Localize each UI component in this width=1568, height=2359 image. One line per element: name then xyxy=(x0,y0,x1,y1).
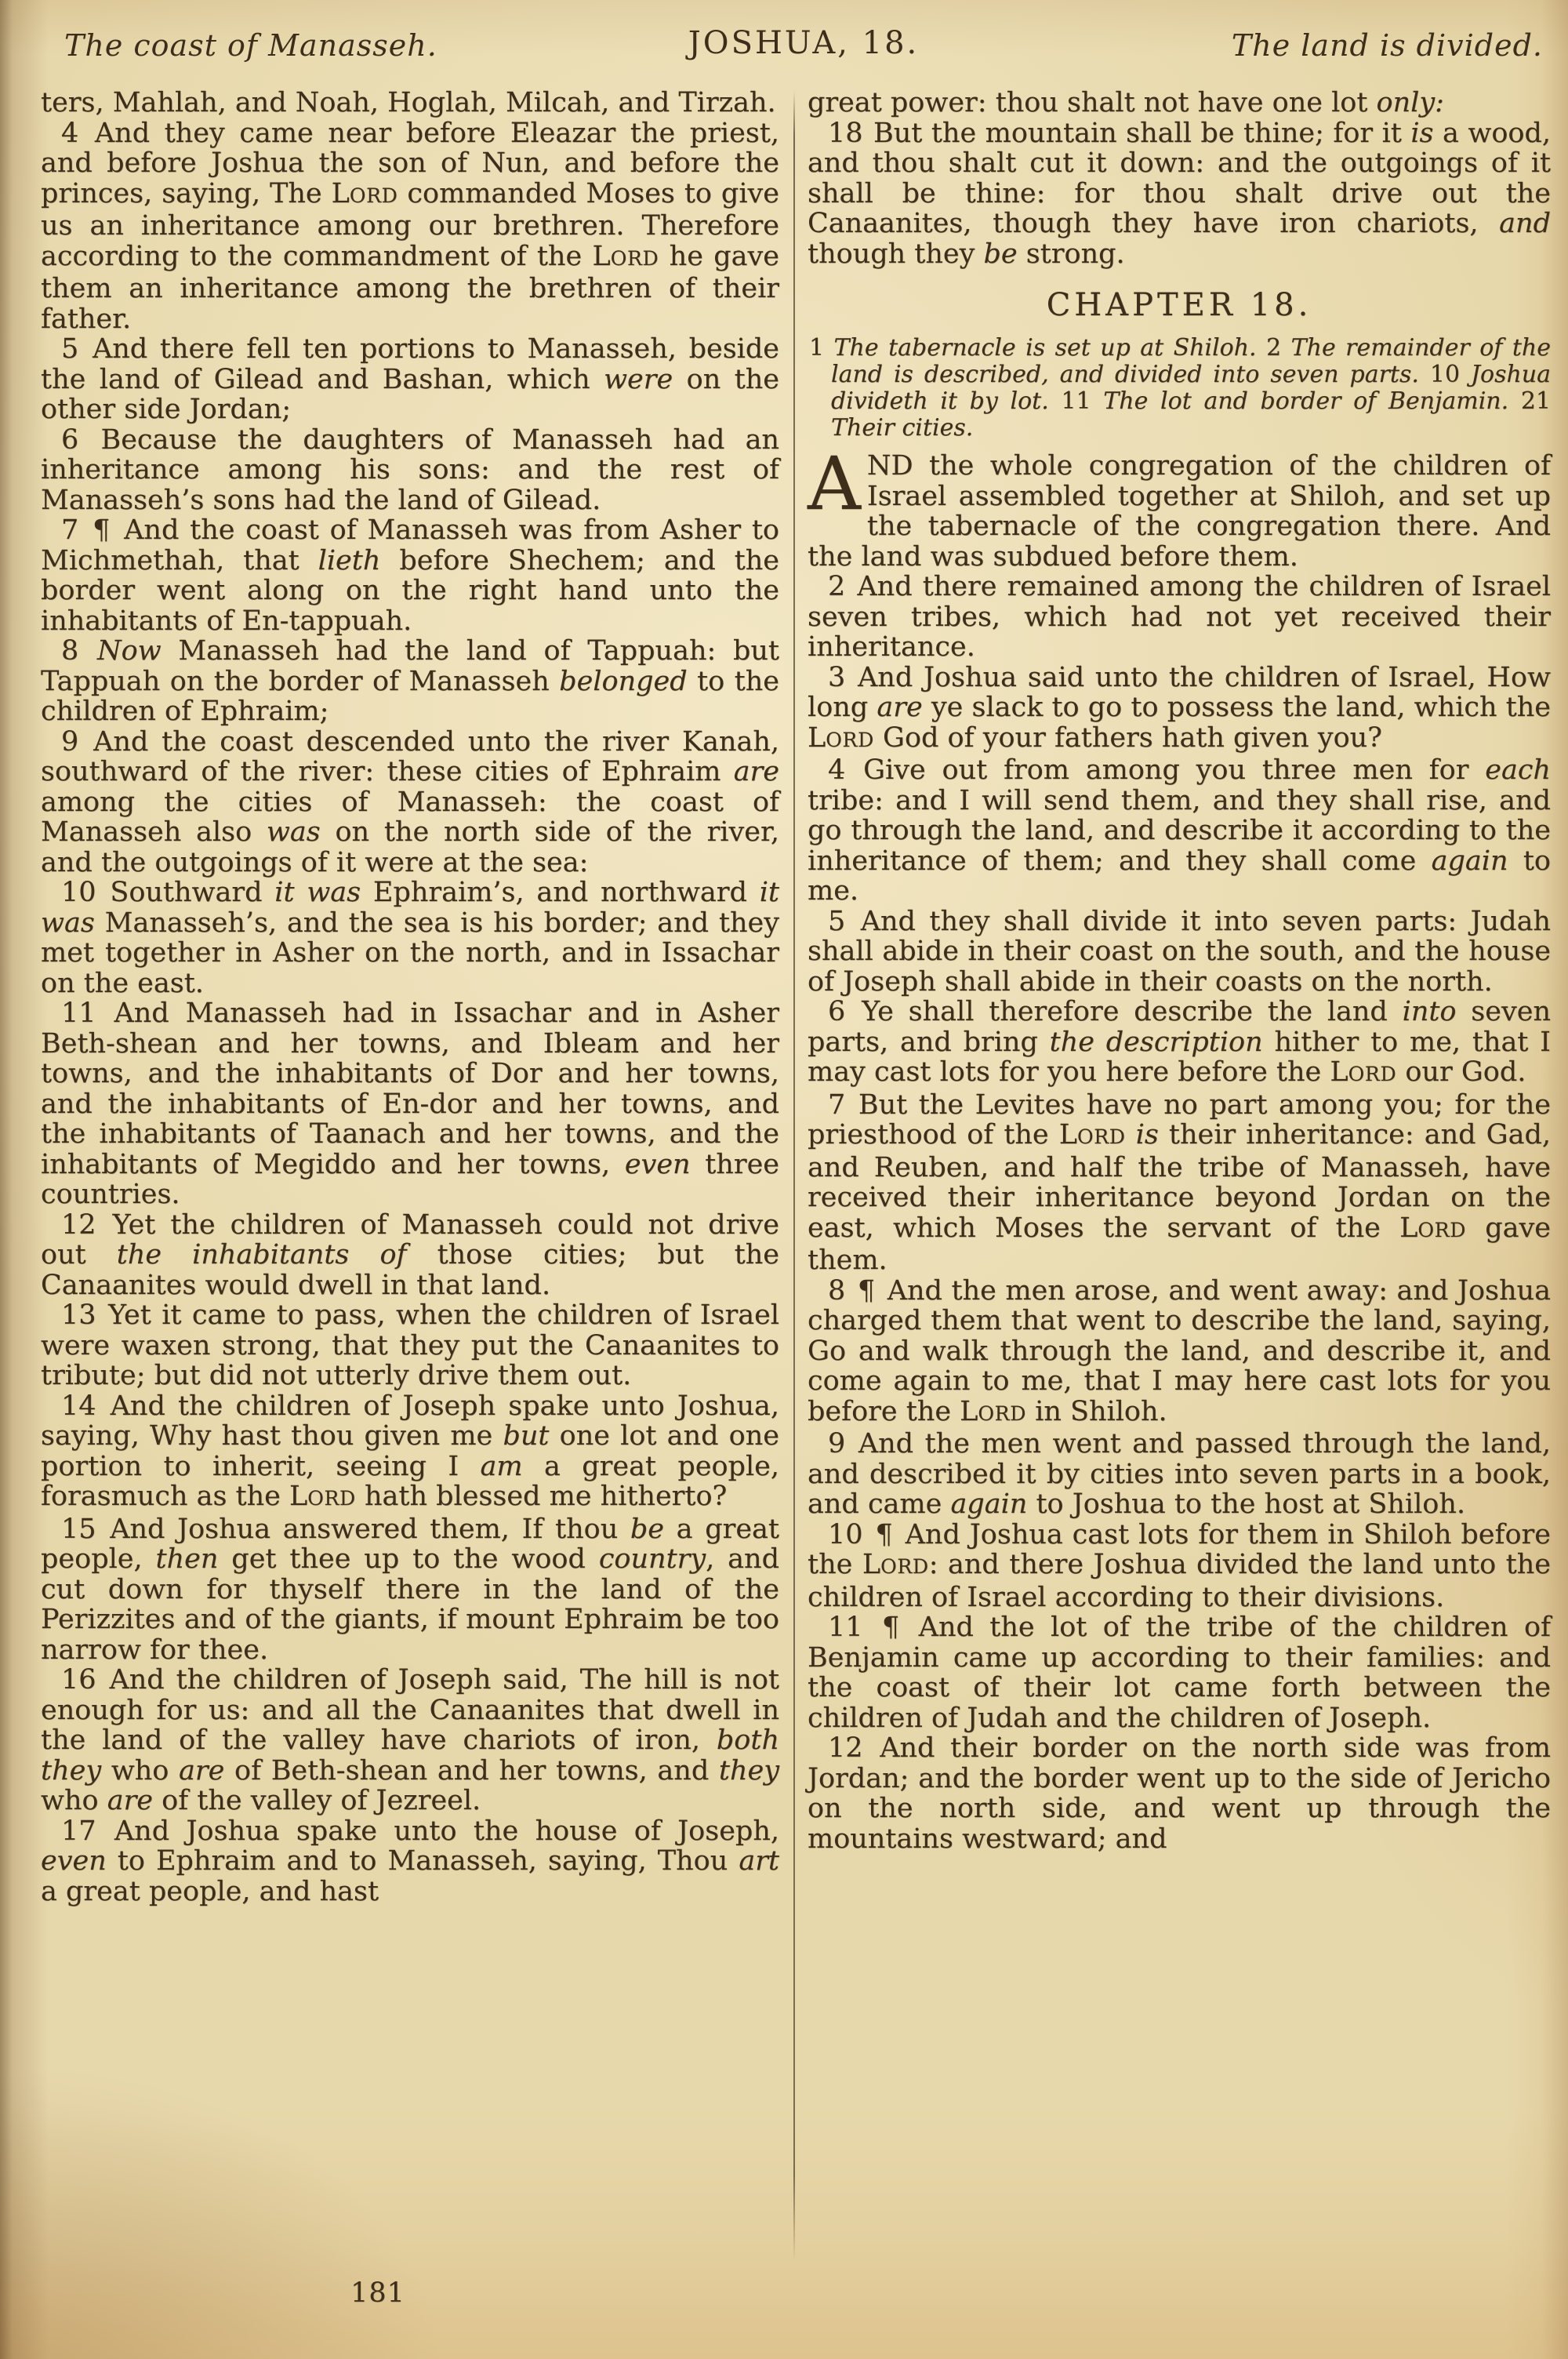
divine-name-small-caps: ORD xyxy=(610,246,659,270)
divine-name: LORD xyxy=(289,1481,356,1512)
divine-name-small-caps: ORD xyxy=(826,728,874,751)
italic-text: even xyxy=(624,1148,691,1180)
italic-text: country xyxy=(598,1543,706,1575)
italic-text: and xyxy=(1499,208,1551,239)
chapter-heading: CHAPTER 18. xyxy=(1046,287,1312,323)
verse-number: 11 xyxy=(828,1612,863,1643)
italic-text: the inhabitants of xyxy=(116,1239,407,1270)
divine-name: LORD xyxy=(808,722,874,754)
italic-text: belonged xyxy=(559,665,688,697)
italic-text: then xyxy=(155,1543,219,1575)
column-divider-rule xyxy=(793,91,795,2262)
italic-text: is xyxy=(1410,117,1434,149)
verse-paragraph: 10 ¶ And Joshua cast lots for them in Shiloh before the LORD: and there Joshua divided the land unto the children of Israel according to their divisions. xyxy=(808,1518,1551,1613)
pilcrow-mark: ¶ xyxy=(875,1518,893,1550)
left-column xyxy=(41,88,779,2281)
verse-number: 14 xyxy=(61,1390,96,1422)
verse-number: 13 xyxy=(61,1299,96,1331)
page-number: 181 xyxy=(350,2277,405,2309)
verse-paragraph: 7 But the Levites have no part among you; for the priesthood of the LORD is their inheritance: and Gad, and Reuben, and half the tribe of Manasseh, have received their inheritance beyond Jordan on the east, which Moses the servant of the LORD gave them. xyxy=(808,1089,1551,1276)
verse-paragraph: 18 But the mountain shall be thine; for it is a wood, and thou shalt cut it down: and the outgoings of it shall be thine: for thou shalt drive out the Canaanites, though they have iron chariots, and though they be strong. xyxy=(808,117,1551,270)
right-column xyxy=(808,88,1551,2281)
running-head-right: The land is divided. xyxy=(1231,28,1543,63)
italic-text: they xyxy=(718,1754,779,1787)
text-columns xyxy=(41,88,1551,2281)
verse-paragraph: 2 And there remained among the children of Israel seven tribes, which had not yet received their inheritance. xyxy=(808,571,1551,663)
divine-name: LORD xyxy=(960,1395,1027,1427)
divine-name-small-caps: ORD xyxy=(978,1401,1027,1425)
italic-text: each xyxy=(1485,754,1551,786)
verse-paragraph: 16 And the children of Joseph said, The hill is not enough for us: and all the Canaanites that dwell in the land of the valley have chariots of iron, both they who are of Beth-shean and her towns, and they who are of the valley of Jezreel. xyxy=(41,1664,779,1816)
pilcrow-mark: ¶ xyxy=(881,1612,900,1643)
verse-paragraph: 6 Because the daughters of Manasseh had an inheritance among his sons: and the rest of Manasseh’s sons had the land of Gilead. xyxy=(41,423,779,516)
verse-paragraph: 12 Yet the children of Manasseh could not drive out the inhabitants of those cities; but the Canaanites would dwell in that land. xyxy=(41,1209,779,1301)
verse-number: 4 xyxy=(61,117,79,149)
verse-paragraph: 12 And their border on the north side was from Jordan; and the border went up to the side of Jericho on the north side, and went up through the mountains westward; and xyxy=(808,1732,1551,1855)
verse-number: 11 xyxy=(61,998,96,1029)
verse-number: 10 xyxy=(61,877,96,908)
italic-text: art xyxy=(739,1845,779,1877)
italic-text: be xyxy=(983,238,1018,270)
chapter-summary: 1 The tabernacle is set up at Shiloh. 2 The remainder of the land is described, and divided into seven parts. 10 Joshua divideth it by lot. 11 The lot and border of Benjamin. 21 Their cities. xyxy=(809,334,1552,442)
italic-text: into xyxy=(1402,996,1457,1027)
verse-paragraph: 8 Now Manasseh had the land of Tappuah: but Tappuah on the border of Manasseh belonged to the children of Ephraim; xyxy=(41,635,779,727)
italic-text: are xyxy=(179,1754,225,1787)
italic-text: The remainder of the land is described, and divided into seven parts. xyxy=(831,334,1551,388)
verse-number: 7 xyxy=(828,1089,846,1121)
italic-text: lieth xyxy=(318,544,381,576)
verse-number: 16 xyxy=(61,1664,96,1696)
verse-number: 15 xyxy=(61,1513,96,1545)
verse-paragraph: 5 And they shall divide it into seven parts: Judah shall abide in their coast on the south, and the house of Joseph shall abide in their coasts on the north. xyxy=(808,905,1551,998)
italic-text: were xyxy=(604,363,673,395)
italic-text: the description xyxy=(1049,1026,1263,1058)
verse-paragraph: 9 And the men went and passed through the land, and described it by cities into seven parts in a book, and came again to Joshua to the host at Shiloh. xyxy=(808,1428,1551,1520)
divine-name: LORD xyxy=(592,240,659,272)
divine-name: LORD xyxy=(1399,1212,1466,1244)
divine-name: LORD xyxy=(331,177,398,209)
italic-text: Now xyxy=(96,635,162,667)
italic-text: again xyxy=(950,1488,1028,1520)
italic-text: The lot and border of Benjamin. xyxy=(1103,387,1521,415)
italic-text: am xyxy=(480,1450,523,1482)
italic-text: both they xyxy=(41,1725,779,1787)
verse-paragraph: 7 ¶ And the coast of Manasseh was from Asher to Michmethah, that lieth before Shechem; and the border went along on the right hand unto the inhabitants of En-tappuah. xyxy=(41,514,779,637)
verse-paragraph: 6 Ye shall therefore describe the land into seven parts, and bring the description hither to me, that I may cast lots for you here before the LORD our God. xyxy=(808,996,1551,1088)
pilcrow-mark: ¶ xyxy=(857,1274,876,1307)
verse-paragraph: 4 Give out from among you three men for each tribe: and I will send them, and they shall rise, and go through the land, and describe it according to the inheritance of them; and they shall come again to me. xyxy=(808,754,1551,907)
continuation-paragraph: great power: thou shalt not have one lot only: xyxy=(808,87,1444,118)
italic-text: Joshua divideth it by lot. xyxy=(831,361,1551,415)
verse-paragraph: AND the whole congregation of the children of Israel assembled together at Shiloh, and set up the tabernacle of the congregation there. And the land was subdued before them. xyxy=(808,442,1551,572)
verse-number: 9 xyxy=(61,725,79,758)
italic-text: again xyxy=(1431,845,1508,877)
verse-number: 6 xyxy=(828,996,846,1027)
verse-number: 4 xyxy=(828,754,846,786)
verse-number: 8 xyxy=(61,635,79,667)
verse-number: 6 xyxy=(61,423,79,456)
divine-name-small-caps: ORD xyxy=(880,1555,929,1578)
divine-name-small-caps: ORD xyxy=(1348,1063,1397,1085)
divine-name-small-caps: ORD xyxy=(349,184,398,207)
verse-number: 18 xyxy=(828,117,863,149)
verse-number: 10 xyxy=(828,1518,863,1550)
italic-text: it was xyxy=(274,877,361,908)
italic-text: The tabernacle is set up at Shiloh. xyxy=(833,334,1267,362)
verse-number: 7 xyxy=(61,514,79,546)
verse-paragraph: 14 And the children of Joseph spake unto Joshua, saying, Why hast thou given me but one lot and one portion to inherit, seeing I am a great people, forasmuch as the LORD hath blessed me hitherto? xyxy=(41,1390,779,1512)
verse-number: 9 xyxy=(828,1428,846,1459)
divine-name-small-caps: ORD xyxy=(307,1487,356,1510)
divine-name-small-caps: ORD xyxy=(1417,1218,1466,1241)
verse-paragraph: 5 And there fell ten portions to Manasseh, beside the land of Gilead and Bashan, which were on the other side Jordan; xyxy=(41,333,780,425)
verse-paragraph: 11 And Manasseh had in Issachar and in Asher Beth-shean and her towns, and Ibleam and her towns, and the inhabitants of Dor and her towns, and the inhabitants of En-dor and her towns, and the inhabitants of Taanach and her towns, and the inhabitants of Megiddo and her towns, even three countries. xyxy=(41,998,780,1210)
italic-text: are xyxy=(107,1785,154,1816)
drop-cap: A xyxy=(808,442,861,527)
verse-paragraph: 4 And they came near before Eleazar the priest, and before Joshua the son of Nun, and before the princes, saying, The LORD commanded Moses to give us an inheritance among our brethren. Therefore according to the commandment of the LORD he gave them an inheritance among the brethren of their father. xyxy=(41,117,779,335)
divine-name: LORD xyxy=(862,1549,929,1580)
divine-name: LORD xyxy=(1058,1119,1126,1150)
verse-paragraph: 8 ¶ And the men arose, and went away: and Joshua charged them that went to describe the land, saying, Go and walk through the land, and describe it, and come again to me, that I may here cast lots for you before the LORD in Shiloh. xyxy=(808,1274,1551,1427)
italic-text: it was xyxy=(41,877,779,939)
italic-text: was xyxy=(266,816,321,848)
verse-number: 5 xyxy=(61,333,79,365)
verse-number: 17 xyxy=(61,1815,96,1847)
verse-paragraph: 3 And Joshua said unto the children of Israel, How long are ye slack to go to possess the land, which the LORD God of your fathers hath given you? xyxy=(808,661,1551,754)
divine-name: LORD xyxy=(1330,1056,1397,1088)
verse-number: 8 xyxy=(828,1274,846,1307)
verse-number: 2 xyxy=(828,571,846,602)
italic-text: are xyxy=(877,692,923,723)
verse-number: 12 xyxy=(61,1209,96,1241)
divine-name-small-caps: ORD xyxy=(1076,1125,1126,1148)
italic-text: only: xyxy=(1376,87,1444,118)
italic-text: Their cities. xyxy=(831,414,974,442)
italic-text: even xyxy=(41,1845,107,1877)
verse-paragraph: 17 And Joshua spake unto the house of Joseph, even to Ephraim and to Manasseh, saying, Thou art a great people, and hast xyxy=(41,1815,779,1907)
running-head-center: JOSHUA, 18. xyxy=(688,25,920,61)
pilcrow-mark: ¶ xyxy=(93,514,111,546)
running-head xyxy=(64,24,1543,74)
verse-number: 3 xyxy=(828,661,846,693)
verse-paragraph: 9 And the coast descended unto the river Kanah, southward of the river: these cities of Ephraim are among the cities of Manasseh: the coast of Manasseh also was on the north side of the river, and the outgoings of it were at the sea: xyxy=(41,725,779,878)
italic-text: be xyxy=(630,1513,665,1545)
italic-text: is xyxy=(1135,1119,1159,1150)
verse-paragraph: 13 Yet it came to pass, when the children of Israel were waxen strong, that they put the Canaanites to tribute; but did not utterly drive them out. xyxy=(41,1299,779,1391)
continuation-paragraph: ters, Mahlah, and Noah, Hoglah, Milcah, and Tirzah. xyxy=(41,87,776,118)
verse-number: 12 xyxy=(828,1732,863,1764)
italic-text: but xyxy=(503,1420,550,1452)
verse-number: 5 xyxy=(828,905,846,937)
verse-paragraph: 10 Southward it was Ephraim’s, and northward it was Manasseh’s, and the sea is his border; and they met together in Asher on the north, and in Issachar on the east. xyxy=(41,877,779,999)
verse-paragraph: 11 ¶ And the lot of the tribe of the children of Benjamin came up according to their families: and the coast of their lot came forth between the children of Judah and the children of Joseph. xyxy=(808,1612,1551,1734)
verse-paragraph: 15 And Joshua answered them, If thou be a great people, then get thee up to the wood country, and cut down for thyself there in the land of the Perizzites and of the giants, if mount Ephraim be too narrow for thee. xyxy=(41,1513,779,1666)
running-head-left: The coast of Manasseh. xyxy=(64,28,437,63)
italic-text: are xyxy=(733,756,779,787)
